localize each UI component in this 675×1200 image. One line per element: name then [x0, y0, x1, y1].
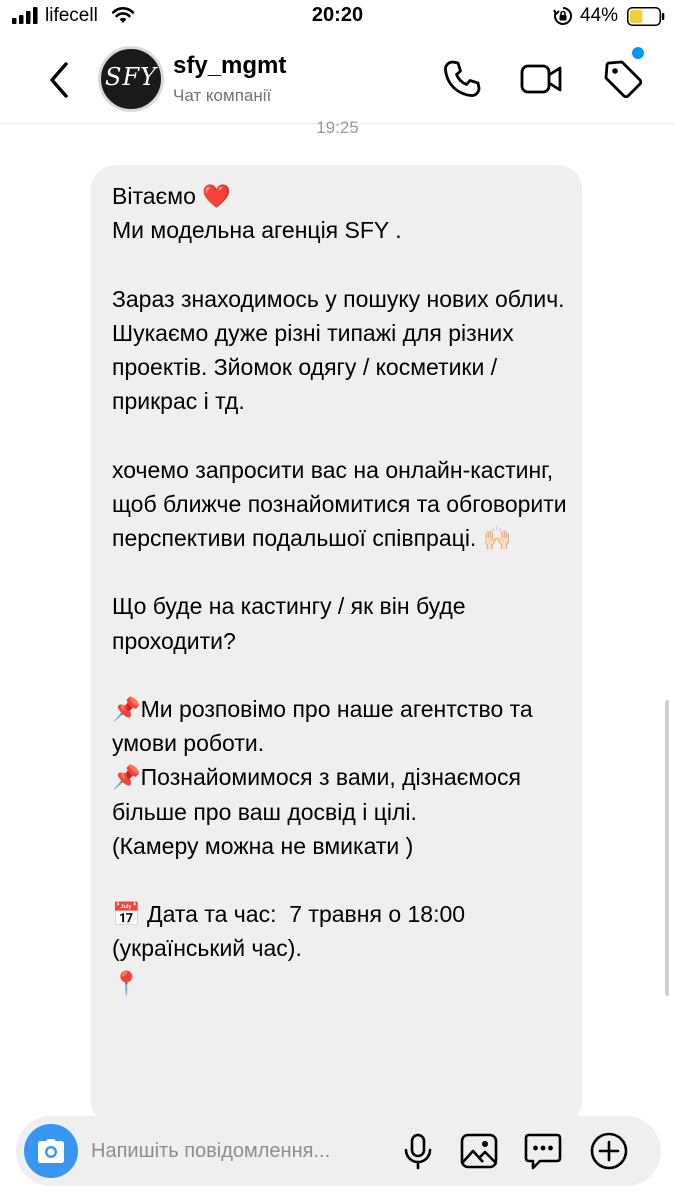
battery-icon	[627, 7, 665, 26]
camera-button[interactable]	[24, 1124, 78, 1178]
back-chevron-icon[interactable]	[44, 60, 74, 100]
message-text: Вітаємо ❤️ Ми модельна агенція SFY . Зараз знаходимось у пошуку нових облич. Шукаємо дуже різні типажі для різних проектів. Зйомок одягу / косметики / прикрас і тд. хочемо запросити вас на онлайн-кастинг, щоб ближче познайомитися та обговорити перспективи подальшої співпраці. 🙌🏻 Що буде на кастингу / як він буде проходити? 📌Ми розповімо про наше агентство та умови роботи. 📌Познайомимося з вами, дізнаємося більше про ваш досвід і цілі. (Камеру можна не вмикати ) 📅 Дата та час: 7 травня о 18:00 (український час). 📍	[112, 183, 567, 996]
status-time: 20:20	[311, 4, 364, 26]
notification-dot	[632, 47, 644, 59]
battery-percent: 44%	[580, 5, 619, 26]
gallery-icon[interactable]	[459, 1131, 499, 1171]
avatar-logo-text: SFY	[105, 63, 157, 91]
rotation-lock-icon	[553, 6, 573, 26]
phone-call-icon[interactable]	[440, 57, 484, 101]
carrier-name: lifecell	[45, 5, 98, 26]
message-composer	[16, 1116, 661, 1186]
status-bar	[0, 0, 675, 36]
video-call-icon[interactable]	[519, 57, 563, 101]
message-timestamp: 19:25	[316, 118, 359, 137]
chat-title[interactable]: sfy_mgmt	[173, 52, 287, 79]
scrollbar[interactable]	[665, 700, 669, 996]
avatar[interactable]	[98, 46, 164, 112]
camera-icon	[37, 1138, 65, 1164]
plus-icon[interactable]	[589, 1131, 629, 1171]
tag-icon[interactable]	[601, 57, 645, 101]
microphone-icon[interactable]	[398, 1131, 438, 1171]
chat-subtitle: Чат компанії	[173, 86, 272, 105]
sticker-icon[interactable]	[523, 1131, 563, 1171]
message-bubble[interactable]	[91, 165, 582, 1125]
message-input[interactable]	[91, 1132, 391, 1170]
chat-header	[0, 36, 675, 124]
